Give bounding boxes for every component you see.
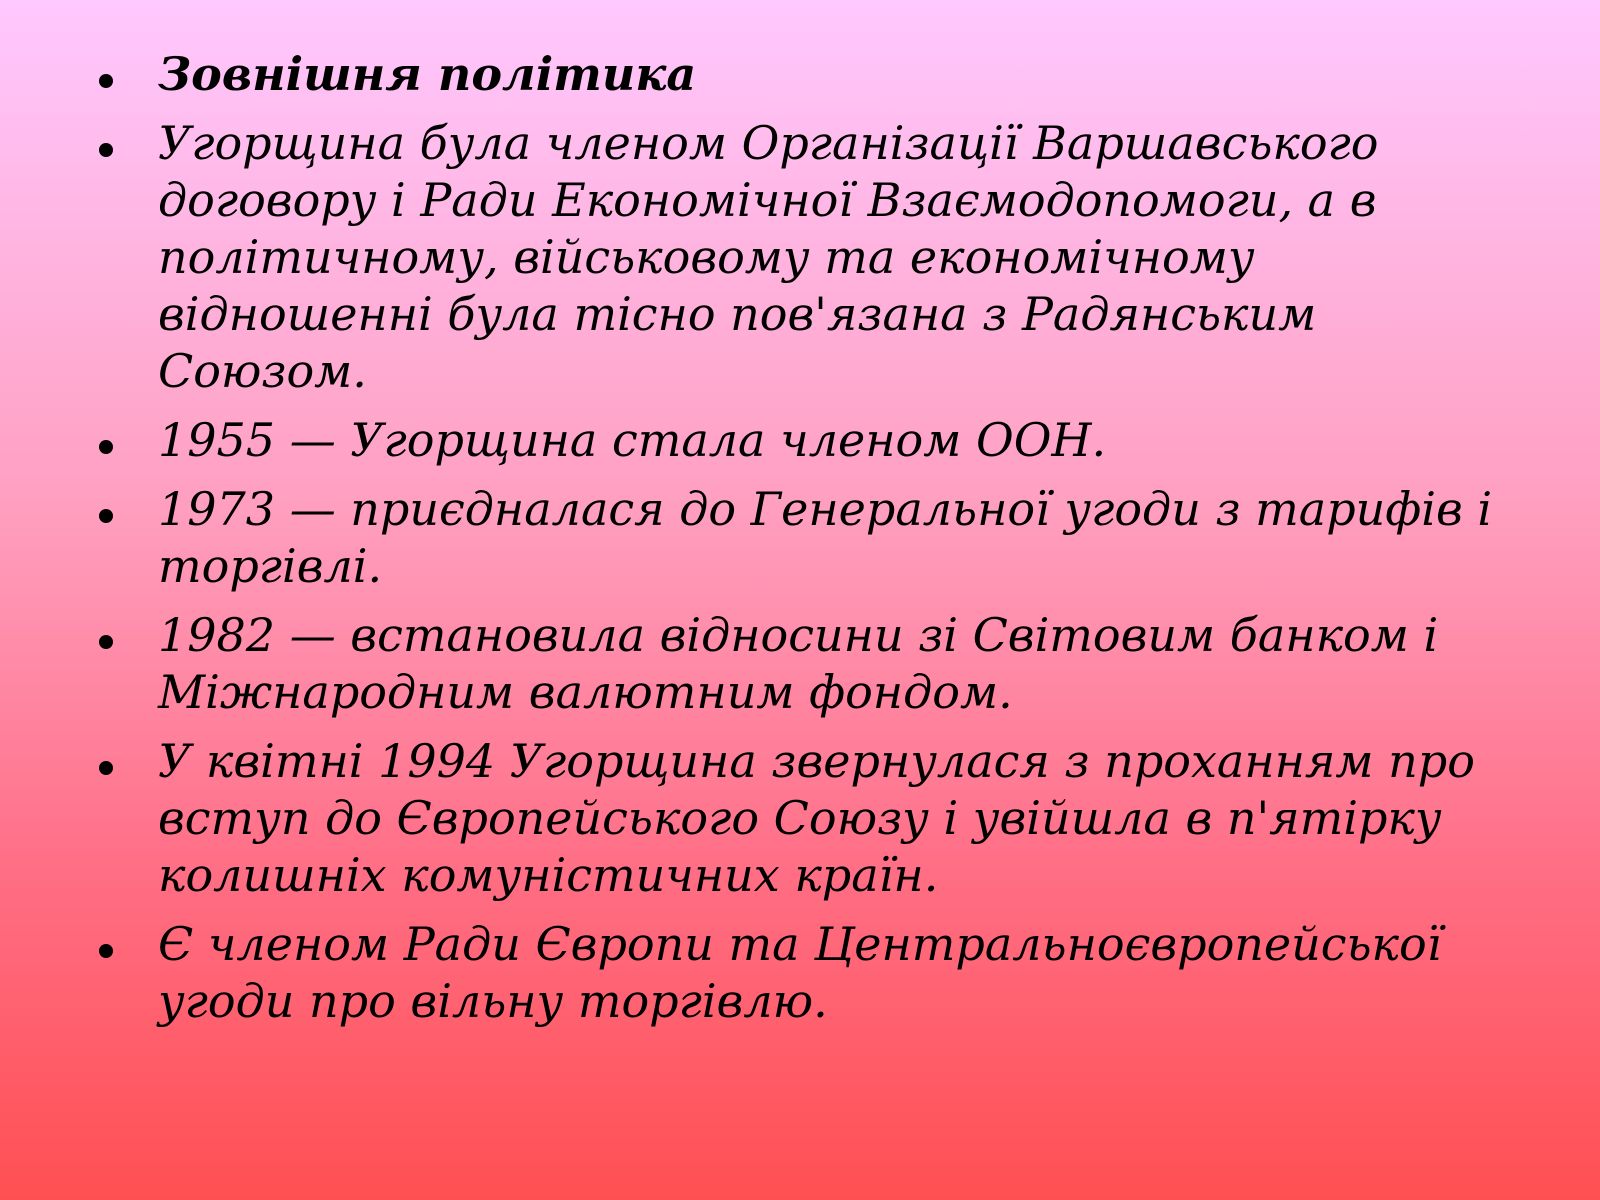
bullet-dot-icon [99, 74, 113, 88]
bullet-dot-icon [99, 440, 113, 454]
bullet-text: Є членом Ради Європи та Центральноєвропейської угоди про вільну торгівлю. [158, 917, 1442, 1028]
bullet-item [0, 412, 1600, 469]
bullet-dot-icon [99, 944, 113, 958]
bullet-item [0, 481, 1600, 595]
bullet-text: 1982 — встановила відносини зі Світовим банком і Міжнародним валютним фондом. [158, 608, 1439, 719]
bullet-dot-icon [99, 635, 113, 649]
bullet-item [0, 115, 1600, 400]
bullet-text: 1973 — приєдналася до Генеральної угоди з тарифів і торгівлі. [158, 482, 1493, 593]
bullet-item [0, 733, 1600, 904]
bullet-item [0, 607, 1600, 721]
bullet-dot-icon [99, 761, 113, 775]
bullet-item [0, 916, 1600, 1030]
bullet-text: Угорщина була членом Організації Варшавського договору і Ради Економічної Взаємодопомоги, а в політичному, військовому та економічному відношенні була тісно пов'язана з Радянським Союзом. [158, 116, 1379, 398]
bullet-list [0, 46, 1600, 1030]
bullet-text: У квітні 1994 Угорщина звернулася з проханням про вступ до Європейського Союзу і увійшла в п'ятірку колишніх комуністичних країн. [158, 734, 1475, 902]
bullet-text: 1955 — Угорщина стала членом ООН. [158, 413, 1107, 467]
bullet-dot-icon [99, 143, 113, 157]
bullet-heading [0, 46, 1600, 103]
section-heading: Зовнішня політика [158, 47, 697, 101]
bullet-dot-icon [99, 509, 113, 523]
